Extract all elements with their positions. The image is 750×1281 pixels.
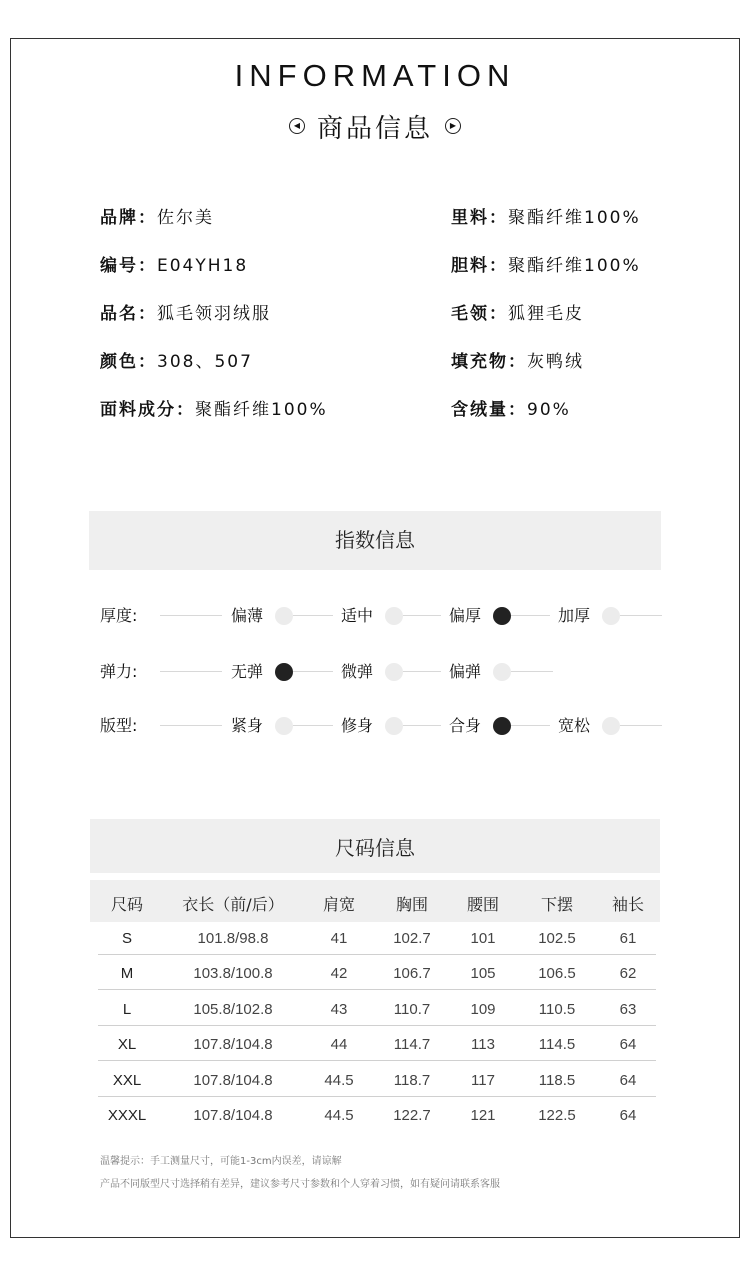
size-cell: 44 [330,1036,348,1054]
size-cell: 61 [619,930,637,947]
info-value: 90% [527,400,571,420]
size-cell: 117 [471,1071,495,1089]
index-connector-line [160,671,222,672]
info-value: E04YH18 [157,256,249,276]
size-cell: 64 [619,1107,637,1124]
info-item-left-2 [100,302,271,326]
info-item-right-3 [451,350,584,374]
unselected-dot-icon [602,607,620,625]
info-item-left-4 [100,398,328,422]
info-value: 佐尔美 [157,208,214,228]
size-cell: 114.7 [393,1036,431,1054]
index-option-label: 宽松 [558,716,591,735]
index-connector-line [403,671,441,672]
size-cell: 101 [470,930,496,947]
size-row-divider [98,1025,656,1026]
info-label: 颜色： [100,352,157,372]
size-cell: 103.8/100.8 [193,965,273,983]
index-option-label: 无弹 [231,662,264,681]
size-cell: XL [117,1036,137,1054]
info-label: 毛领： [451,304,508,324]
selected-dot-icon [493,717,511,735]
info-label: 编号： [100,256,157,276]
index-option-label: 紧身 [231,716,264,735]
index-connector-line [293,615,333,616]
size-cell: 43 [330,1000,348,1018]
index-connector-line [620,725,662,726]
unselected-dot-icon [275,717,293,735]
size-cell: 44.5 [324,1107,354,1124]
size-cell: 114.5 [538,1036,576,1054]
info-label: 品名： [100,304,157,324]
note-measure: 温馨提示：手工测量尺寸，可能1-3cm内误差，请谅解 [100,1156,342,1167]
size-cell: 122.7 [393,1107,431,1124]
index-connector-line [293,725,333,726]
info-item-right-0 [451,206,641,230]
info-item-right-1 [451,254,641,278]
title-cn-row [0,106,750,146]
index-row-label: 厚度: [100,606,138,625]
size-cell: 106.5 [538,965,576,983]
info-value: 灰鸭绒 [527,352,584,372]
index-option-label: 适中 [341,606,374,625]
selected-dot-icon [275,663,293,681]
index-option-label: 修身 [341,716,374,735]
unselected-dot-icon [385,607,403,625]
index-row-label: 弹力: [100,662,138,681]
info-label: 品牌： [100,208,157,228]
arrow-right-circle-icon: ▶ [445,118,461,134]
size-table-header [90,880,660,922]
info-value: 聚酯纤维100% [195,400,328,420]
unselected-dot-icon [385,717,403,735]
info-label: 胆料： [451,256,508,276]
size-cell: S [121,930,132,947]
size-row-divider [98,954,656,955]
index-connector-line [293,671,333,672]
unselected-dot-icon [493,663,511,681]
size-cell: 109 [470,1000,496,1018]
index-connector-line [160,725,222,726]
index-option-label: 偏厚 [449,606,482,625]
info-label: 含绒量： [451,400,527,420]
index-connector-line [403,615,441,616]
index-option-label: 微弹 [341,662,374,681]
size-cell: XXL [112,1071,142,1089]
size-cell: 102.5 [538,930,576,947]
size-cell: 107.8/104.8 [193,1107,273,1124]
size-cell: 44.5 [324,1071,354,1089]
info-label: 里料： [451,208,508,228]
info-value: 狐毛领羽绒服 [157,304,271,324]
size-cell: XXXL [107,1107,147,1124]
info-label: 填充物： [451,352,527,372]
size-cell: 110.5 [538,1000,576,1018]
index-option-label: 合身 [449,716,482,735]
size-cell: 118.7 [393,1071,431,1089]
size-cell: 107.8/104.8 [193,1036,273,1054]
index-option-label: 偏薄 [231,606,264,625]
selected-dot-icon [493,607,511,625]
size-cell: 63 [619,1000,637,1018]
index-connector-line [160,615,222,616]
info-value: 狐狸毛皮 [508,304,584,324]
index-connector-line [620,615,662,616]
arrow-left-circle-icon: ◀ [289,118,305,134]
unselected-dot-icon [385,663,403,681]
title-cn: 商品信息 [316,113,433,144]
size-row-divider [98,989,656,990]
size-cell: 121 [470,1107,496,1124]
info-value: 308、507 [157,352,253,372]
size-cell: 102.7 [393,930,431,947]
index-option-label: 加厚 [558,606,591,625]
size-cell: 41 [330,930,348,947]
info-item-left-1 [100,254,248,278]
size-cell: 64 [619,1036,637,1054]
index-option-label: 偏弹 [449,662,482,681]
title-en: INFORMATION [234,58,516,93]
index-row-label: 版型: [100,716,138,735]
size-cell: M [120,965,134,983]
size-header-cell: 袖长 [611,895,644,914]
unselected-dot-icon [602,717,620,735]
size-section-title: 尺码信息 [90,819,660,873]
size-cell: 105 [470,965,496,983]
size-header-cell: 衣长（前/后） [182,895,284,914]
size-cell: 64 [619,1071,637,1089]
size-header-cell: 肩宽 [322,895,355,914]
info-item-left-0 [100,206,214,230]
info-item-right-2 [451,302,584,326]
size-cell: 118.5 [538,1071,576,1089]
note-fit: 产品不同版型尺寸选择稍有差异，建议参考尺寸参数和个人穿着习惯，如有疑问请联系客服 [100,1179,500,1190]
info-item-right-4 [451,398,571,422]
size-row-divider [98,1096,656,1097]
size-header-cell: 尺码 [110,895,143,914]
size-cell: 110.7 [393,1000,431,1018]
info-value: 聚酯纤维100% [508,256,641,276]
size-cell: 122.5 [538,1107,576,1124]
size-header-cell: 下摆 [540,895,573,914]
size-cell: 105.8/102.8 [193,1000,273,1018]
index-section-title: 指数信息 [89,511,661,570]
index-connector-line [403,725,441,726]
size-cell: 113 [471,1036,495,1054]
size-header-cell: 胸围 [395,895,428,914]
info-item-left-3 [100,350,253,374]
index-connector-line [511,671,553,672]
size-cell: L [122,1000,132,1018]
unselected-dot-icon [275,607,293,625]
size-row-divider [98,1060,656,1061]
size-header-cell: 腰围 [466,895,499,914]
index-connector-line [511,615,550,616]
info-value: 聚酯纤维100% [508,208,641,228]
size-cell: 107.8/104.8 [193,1071,273,1089]
size-cell: 101.8/98.8 [197,930,269,947]
info-label: 面料成分： [100,400,195,420]
index-connector-line [511,725,550,726]
size-cell: 106.7 [393,965,431,983]
size-cell: 62 [619,965,637,983]
size-cell: 42 [330,965,348,983]
